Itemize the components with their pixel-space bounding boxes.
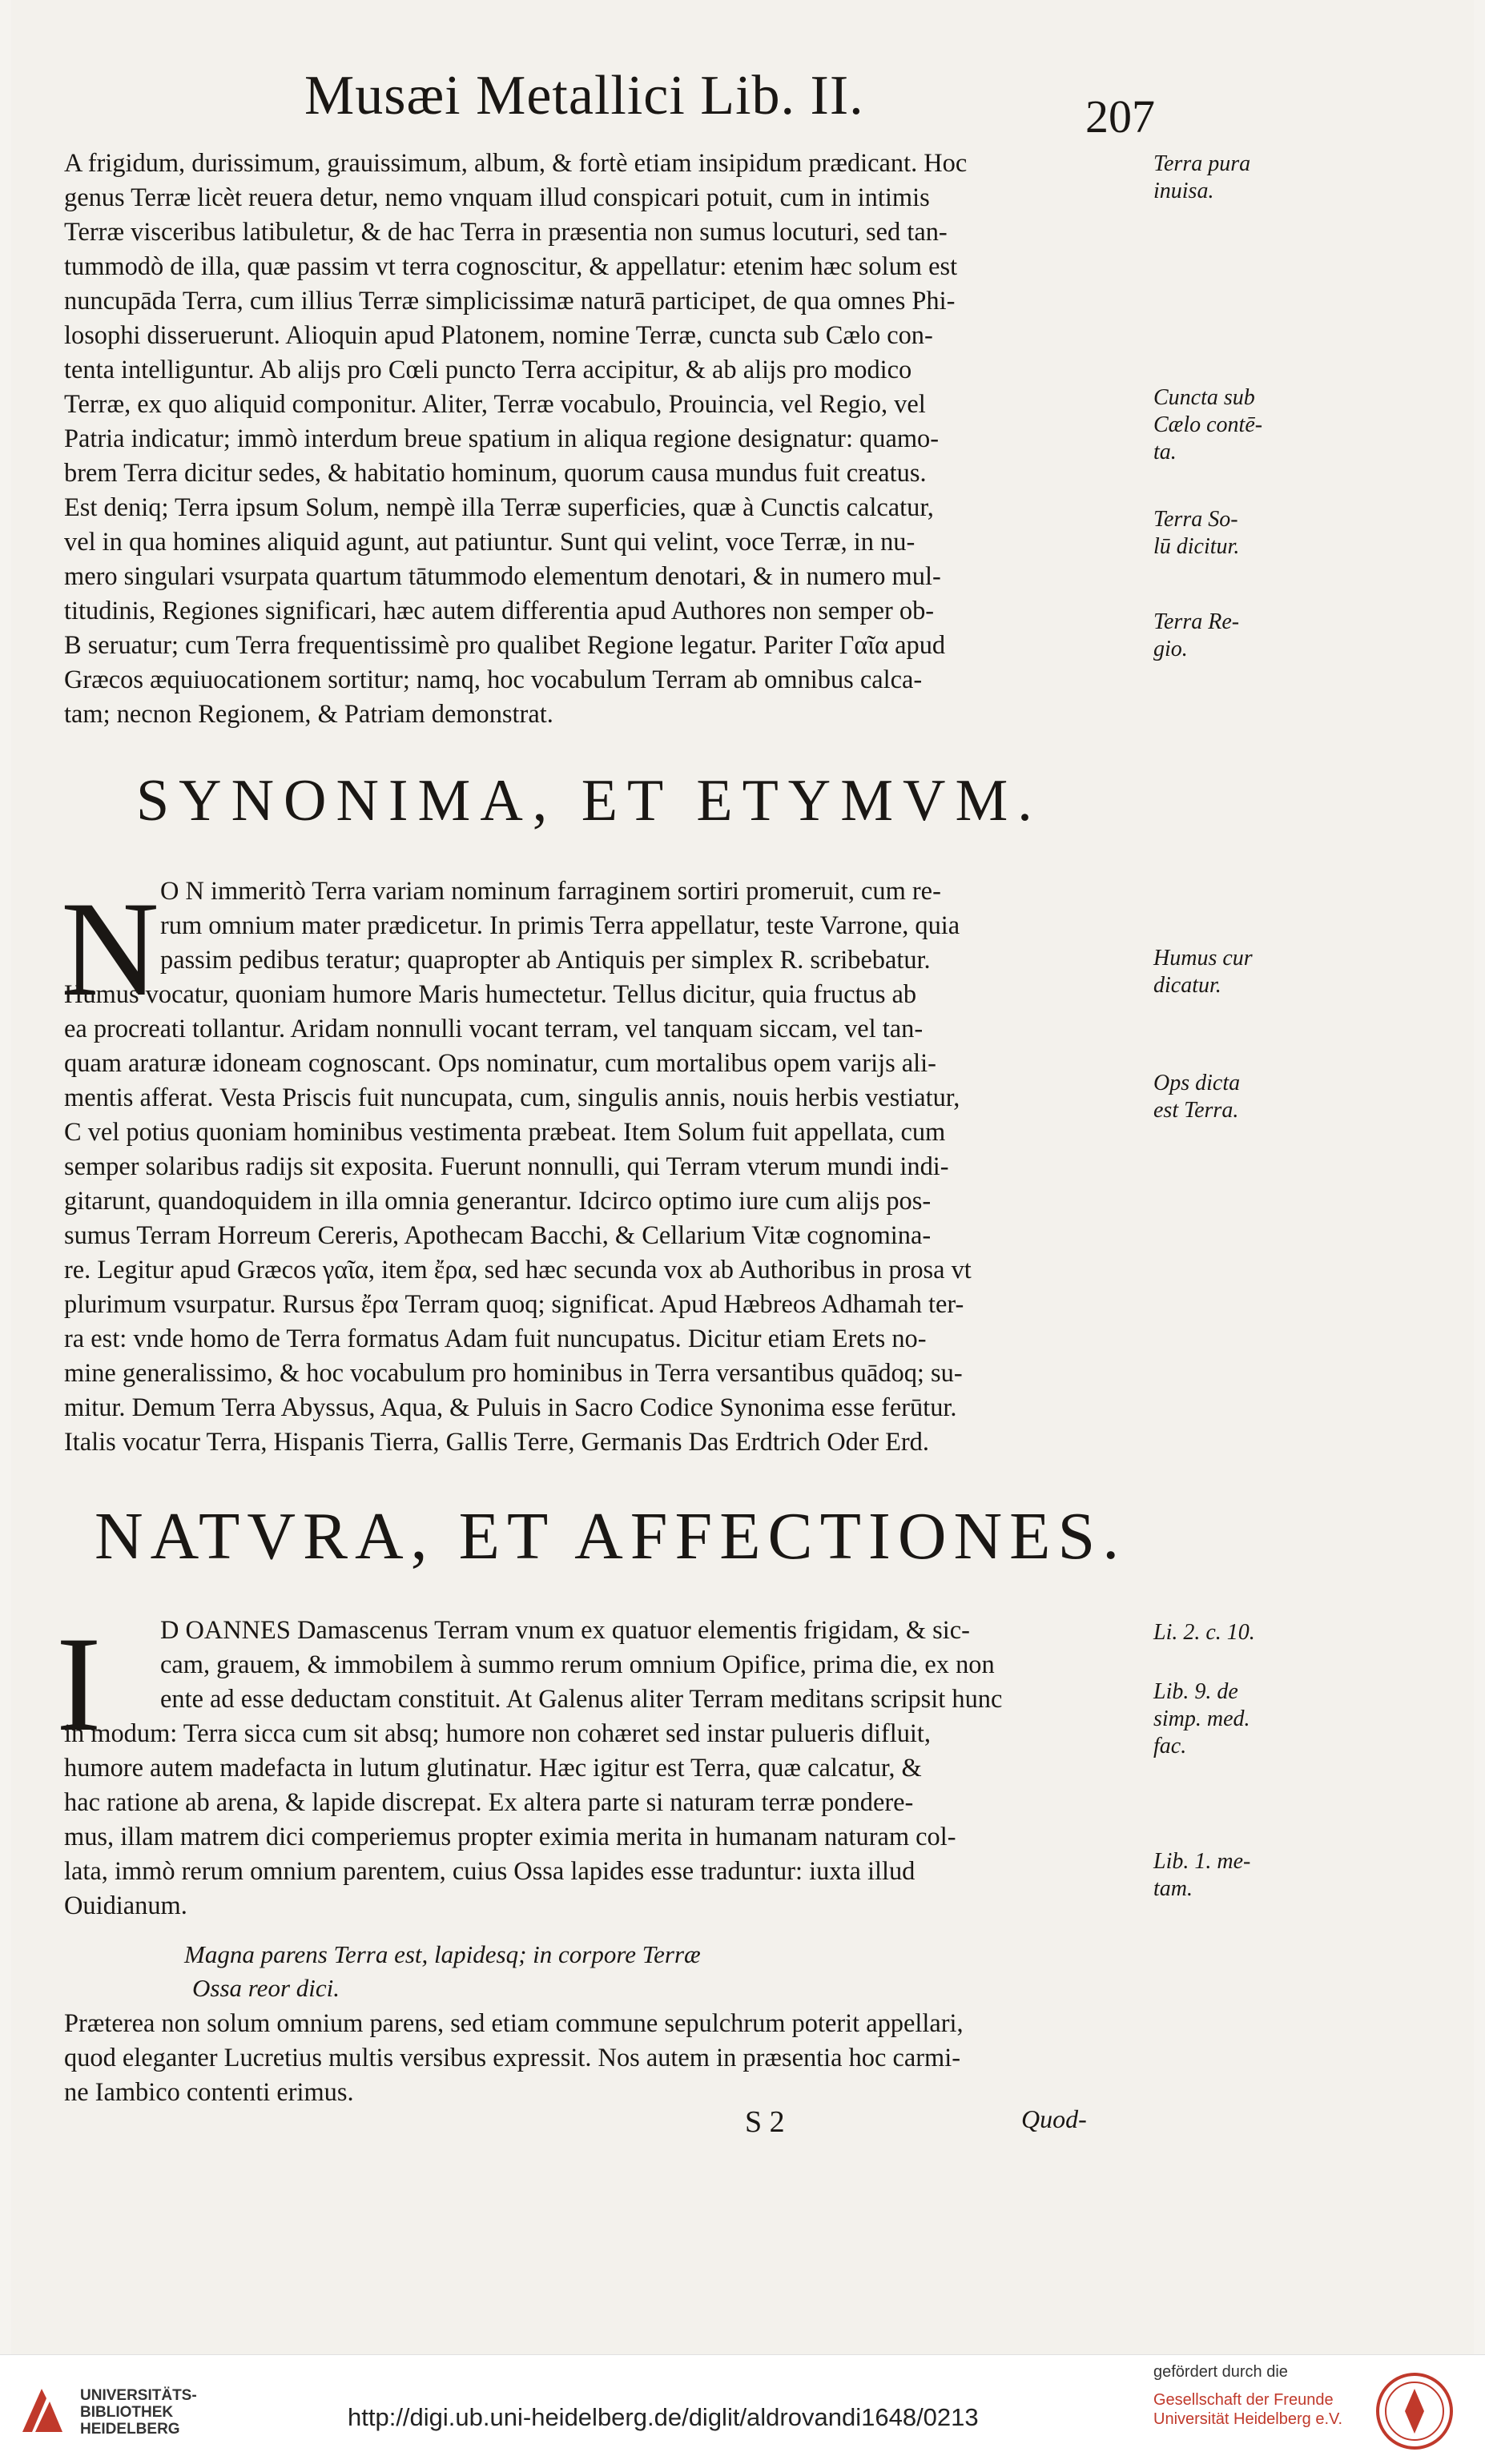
section-heading-natura: NATVRA, ET AFFECTIONES.: [95, 1499, 1127, 1574]
text-line: tenta intelliguntur. Ab alijs pro Cœli puncto Terra accipitur, & ab alijs pro modico: [64, 356, 912, 384]
text-line: plurimum vsurpatur. Rursus ἔρα Terram quoq; significat. Apud Hæbreos Adhamah ter-: [64, 1290, 964, 1319]
text-line: Præterea non solum omnium parens, sed etiam commune sepulchrum poterit appellari,: [64, 2009, 964, 2038]
margin-note: ta.: [1153, 440, 1177, 464]
text-line: O N immeritò Terra variam nominum farraginem sortiri promeruit, cum re-: [160, 877, 941, 906]
text-line: losophi disseruerunt. Alioquin apud Platonem, nomine Terræ, cuncta sub Cælo con-: [64, 321, 933, 350]
margin-note: Ops dicta: [1153, 1071, 1241, 1095]
margin-notes-3: [1153, 1619, 1290, 1903]
text-line: mero singulari vsurpata quartum tātummodo elementum denotari, & in numero mul-: [64, 562, 941, 591]
text-line: nuncupāda Terra, cum illius Terræ simplicissimæ naturā participet, de qua omnes Phi-: [64, 287, 956, 316]
paragraph-praeterea: [64, 2007, 1141, 2110]
margin-note: Cælo contē-: [1153, 412, 1263, 437]
library-name: UNIVERSITÄTS- BIBLIOTHEK HEIDELBERG: [80, 2387, 197, 2438]
margin-note: est Terra.: [1153, 1098, 1239, 1123]
digitization-footer: [0, 2354, 1485, 2464]
text-line: humore autem madefacta in lutum glutinatur. Hæc igitur est Terra, quæ calcatur, &: [64, 1754, 922, 1783]
society-name: Gesellschaft der Freunde Universität Heidelberg e.V.: [1153, 2391, 1343, 2428]
text-line: lata, immò rerum omnium parentem, cuius Ossa lapides esse traduntur: iuxta illud: [64, 1857, 916, 1886]
margin-note: Humus cur: [1153, 946, 1253, 971]
margin-note: simp. med.: [1153, 1706, 1250, 1731]
text-line: gitarunt, quandoquidem in illa omnia generantur. Idcirco optimo iure cum alijs pos-: [64, 1187, 932, 1216]
text-line: B seruatur; cum Terra frequentissimè pro qualibet Regione legatur. Pariter Γαῖα apud: [64, 631, 946, 660]
text-line: quod eleganter Lucretius multis versibus expressit. Nos autem in præsentia hoc carmi-: [64, 2044, 960, 2072]
text-line: ente ad esse deductam constituit. At Galenus aliter Terram meditans scripsit hunc: [160, 1685, 1003, 1714]
text-line: genus Terræ licèt reuera detur, nemo vnquam illud conspicari potuit, cum in intimis: [64, 183, 930, 212]
text-line: Est deniq; Terra ipsum Solum, nempè illa Terræ superficies, quæ à Cunctis calcatur,: [64, 493, 934, 522]
page-number: 207: [1085, 90, 1155, 143]
text-line: cam, grauem, & immobilem à summo rerum omnium Opifice, prima die, ex non: [160, 1650, 995, 1679]
text-line: ra est: vnde homo de Terra formatus Adam fuit nuncupatus. Dicitur etiam Erets no-: [64, 1324, 927, 1353]
text-line: mentis afferat. Vesta Priscis fuit nuncupata, cum, singulis annis, nouis herbis vestiatur,: [64, 1083, 960, 1112]
margin-notes-1: [1153, 151, 1290, 663]
funded-by-label: gefördert durch die: [1153, 2363, 1288, 2381]
text-line: Patria indicatur; immò interdum breue spatium in aliqua regione designatur: quamo-: [64, 424, 939, 453]
text-line: rum omnium mater prædicetur. In primis Terra appellatur, teste Varrone, quia: [160, 911, 960, 940]
margin-notes-2: [1153, 945, 1290, 1124]
text-line: Ouidianum.: [64, 1891, 187, 1920]
verse-line: Magna parens Terra est, lapidesq; in corpore Terræ: [184, 1940, 701, 1968]
text-line: titudinis, Regiones significari, hæc autem differentia apud Authores non semper ob-: [64, 597, 935, 625]
margin-note: Lib. 9. de: [1153, 1679, 1238, 1704]
drop-cap-n: N: [61, 874, 159, 1024]
margin-note: Terra pura: [1153, 151, 1251, 176]
catchword: Quod-: [1021, 2104, 1087, 2133]
text-line: quam araturæ idoneam cognoscant. Ops nominatur, cum mortalibus opem varijs ali-: [64, 1049, 936, 1078]
text-line: ne Iambico contenti erimus.: [64, 2078, 354, 2107]
text-line: mine generalissimo, & hoc vocabulum pro hominibus in Terra versantibus quādoq; su-: [64, 1359, 963, 1388]
text-line: hac ratione ab arena, & lapide discrepat. Ex altera parte si naturam terræ pondere-: [64, 1788, 914, 1817]
text-line: D OANNES Damascenus Terram vnum ex quatuor elementis frigidam, & sic-: [160, 1616, 970, 1645]
margin-note: Lib. 1. me-: [1153, 1849, 1251, 1874]
digitization-url-link[interactable]: http://digi.ub.uni-heidelberg.de/diglit/aldrovandi1648/0213: [348, 2403, 979, 2431]
text-line: tam; necnon Regionem, & Patriam demonstrat.: [64, 700, 553, 729]
text-line: passim pedibus teratur; quapropter ab Antiquis per simplex R. scribebatur.: [160, 946, 931, 975]
margin-note: Li. 2. c. 10.: [1153, 1620, 1255, 1645]
section-heading-synonima: SYNONIMA, ET ETYMVM.: [136, 768, 1042, 834]
text-line: brem Terra dicitur sedes, & habitatio hominum, quorum causa mundus fuit creatus.: [64, 459, 927, 488]
text-line: tummodò de illa, quæ passim vt terra cognoscitur, & appellatur: etenim hæc solum est: [64, 252, 958, 281]
text-line: mus, illam matrem dici comperiemus propter eximia merita in humanam naturam col-: [64, 1823, 956, 1851]
margin-note: inuisa.: [1153, 179, 1214, 203]
text-line: re. Legitur apud Græcos γαῖα, item ἔρα, sed hæc secunda vox ab Authoribus in prosa vt: [64, 1256, 972, 1284]
signature-mark: S 2: [745, 2105, 785, 2139]
text-line: in modum: Terra sicca cum sit absq; humore non cohæret sed instar pulueris difluit,: [64, 1719, 932, 1748]
text-line: mitur. Demum Terra Abyssus, Aqua, & Puluis in Sacro Codice Synonima esse ferūtur.: [64, 1393, 957, 1422]
margin-note: fac.: [1153, 1734, 1187, 1759]
ovid-verse: [184, 1938, 701, 2005]
text-line: Terræ, ex quo aliquid componitur. Aliter, Terræ vocabulo, Prouincia, vel Regio, vel: [64, 390, 926, 419]
text-line: Græcos æquiuocationem sortitur; namq, hoc vocabulum Terram ab omnibus calca-: [64, 665, 923, 694]
text-line: A frigidum, durissimum, grauissimum, album, & fortè etiam insipidum prædicant. Hoc: [64, 149, 968, 178]
drop-cap-i: I: [56, 1609, 102, 1759]
margin-note: Terra Re-: [1153, 609, 1240, 634]
text-line: Terræ visceribus latibuletur, & de hac Terra in præsentia non sumus locuturi, sed tan-: [64, 218, 948, 247]
university-seal-icon: [1366, 2371, 1463, 2451]
paragraph-natura: [64, 1614, 1141, 1923]
margin-note: gio.: [1153, 637, 1188, 661]
text-line: Humus vocatur, quoniam humore Maris humectetur. Tellus dicitur, quia fructus ab: [64, 980, 917, 1009]
text-line: ea procreati tollantur. Aridam nonnulli vocant terram, vel tanquam siccam, vel tan-: [64, 1015, 924, 1043]
text-line: C vel potius quoniam hominibus vestimenta præbeat. Item Solum fuit appellata, cum: [64, 1118, 946, 1147]
paragraph-terra-definition: [64, 147, 1141, 732]
margin-note: lū dicitur.: [1153, 534, 1240, 559]
text-line: sumus Terram Horreum Cereris, Apothecam Bacchi, & Cellarium Vitæ cognomina-: [64, 1221, 932, 1250]
margin-note: Cuncta sub: [1153, 385, 1255, 410]
running-title: Musæi Metallici Lib. II.: [304, 65, 864, 127]
text-line: semper solaribus radijs sit exposita. Fuerunt nonnulli, qui Terram vterum mundi indi-: [64, 1152, 949, 1181]
verse-line: Ossa reor dici.: [192, 1974, 340, 2002]
margin-note: dicatur.: [1153, 973, 1221, 998]
university-library-logo-icon: [18, 2386, 67, 2435]
paragraph-synonima: [64, 874, 1141, 1460]
margin-note: tam.: [1153, 1876, 1193, 1901]
margin-note: Terra So-: [1153, 507, 1238, 532]
text-line: vel in qua homines aliquid agunt, aut patiuntur. Sunt qui velint, voce Terræ, in nu-: [64, 528, 916, 557]
text-line: Italis vocatur Terra, Hispanis Tierra, Gallis Terre, Germanis Das Erdtrich Oder Erd.: [64, 1428, 929, 1457]
